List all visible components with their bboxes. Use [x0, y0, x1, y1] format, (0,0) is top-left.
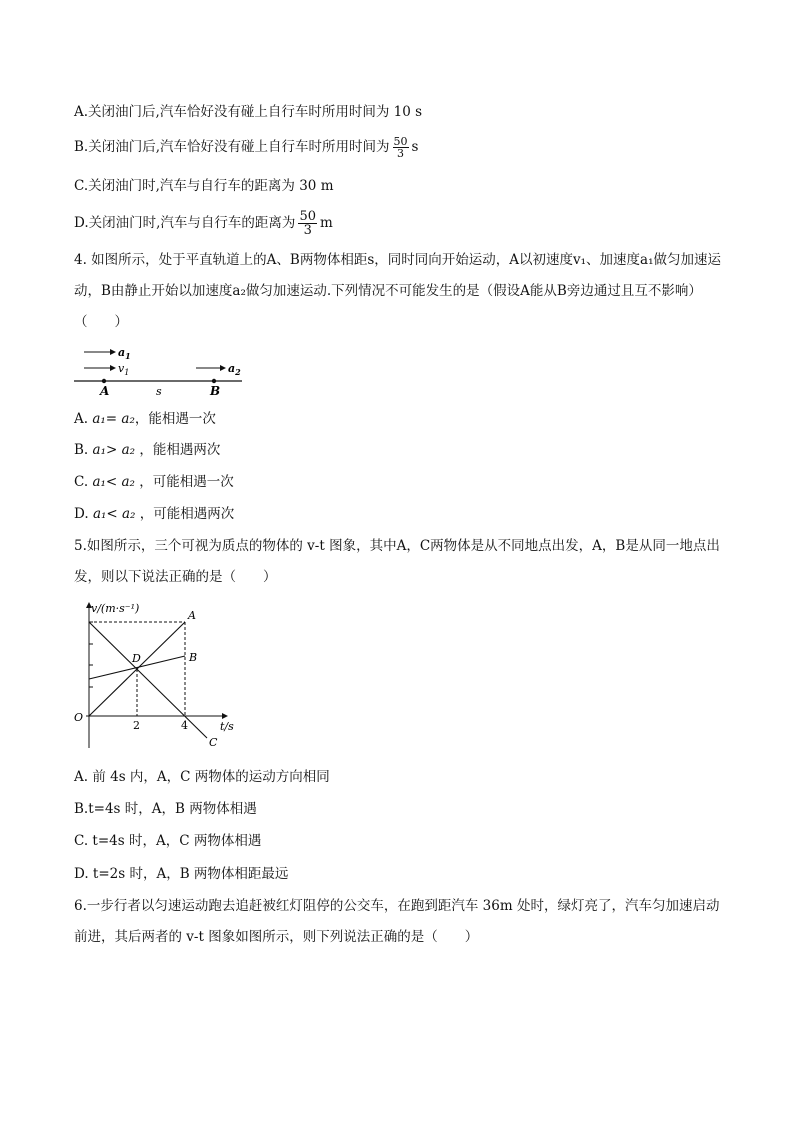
point-b [212, 379, 216, 383]
q4-stem: 4. 如图所示，处于平直轨道上的A、B两物体相距s，同时同向开始运动，A以初速度v₁、加速度a₁做匀加速运动，B由静止开始以加速度a₂做匀加速运动.下列情况不可能发生的是（假设A能从B旁边通过且互不影响）（ ） [74, 252, 722, 330]
unit: s [411, 139, 419, 155]
point-a [102, 379, 106, 383]
q4-motion-figure [70, 340, 250, 400]
unit: m [319, 215, 333, 231]
relation: a₁= a₂ [92, 411, 135, 427]
relation: a₁> a₂ [92, 442, 136, 458]
q6-stem: 6.一步行者以匀速运动跑去追赶被红灯阻停的公交车，在跑到距汽车 36m 处时，绿灯亮了，汽车匀加速启动前进，其后两者的 v-t 图象如图所示，则下列说法正确的是（ ） [74, 898, 720, 945]
label-A: A [100, 384, 110, 398]
label-C: C [209, 736, 218, 749]
fraction-denominator: 3 [397, 147, 405, 160]
line-c [89, 622, 207, 738]
origin-label: O [74, 711, 84, 724]
x-tick-label: 4 [181, 719, 188, 732]
fraction-numerator: 50 [393, 135, 408, 148]
relation: a₁< a₂ [92, 506, 136, 522]
x-axis-label: t/s [220, 720, 234, 733]
q4-option-d: D. a₁< a₂ ，可能相遇两次 [74, 506, 235, 522]
q3-option-d [74, 210, 333, 237]
label-A: A [188, 609, 196, 622]
label-B: B [189, 651, 198, 664]
fraction [298, 210, 317, 237]
q3-option-b-text: B.关闭油门后,汽车恰好没有碰上自行车时所用时间为 [74, 139, 390, 155]
label-s: s [156, 385, 162, 398]
q5-vt-graph [66, 600, 256, 760]
q3-option-a: A.关闭油门后,汽车恰好没有碰上自行车时所用时间为 10 s [74, 104, 423, 120]
label-a2: $a_2$ [228, 362, 241, 377]
q3-option-d-text: D.关闭油门时,汽车与自行车的距离为 [74, 215, 296, 231]
x-tick-label: 2 [133, 719, 140, 732]
q4-option-a: A. a₁= a₂，能相遇一次 [74, 411, 216, 427]
q5-option-d: D. t=2s 时，A，B 两物体相距最远 [74, 866, 289, 882]
fraction [393, 136, 409, 159]
label-B: B [210, 384, 221, 398]
fraction-denominator: 3 [303, 223, 312, 238]
label-D: D [132, 652, 141, 665]
q5-option-c: C. t=4s 时，A，C 两物体相遇 [74, 833, 262, 849]
q5-option-a: A. 前 4s 内，A，C 两物体的运动方向相同 [74, 769, 330, 785]
label-a1: $a_1$ [118, 346, 131, 361]
q5-option-b: B.t=4s 时，A，B 两物体相遇 [74, 801, 257, 817]
q3-option-b [74, 136, 418, 159]
q3-option-c: C.关闭油门时,汽车与自行车的距离为 30 m [74, 178, 334, 194]
q4-option-b: B. a₁> a₂ ，能相遇两次 [74, 442, 221, 458]
y-axis-label: v/(m·s⁻¹) [91, 602, 140, 615]
q5-stem: 5.如图所示，三个可视为质点的物体的 v-t 图象，其中A，C两物体是从不同地点出发，A，B是从同一地点出发，则以下说法正确的是（ ） [74, 538, 720, 585]
q4-option-c: C. a₁< a₂ ，可能相遇一次 [74, 474, 234, 490]
relation: a₁< a₂ [92, 474, 135, 490]
label-v1: $v_1$ [118, 362, 130, 377]
fraction-numerator: 50 [299, 209, 316, 224]
